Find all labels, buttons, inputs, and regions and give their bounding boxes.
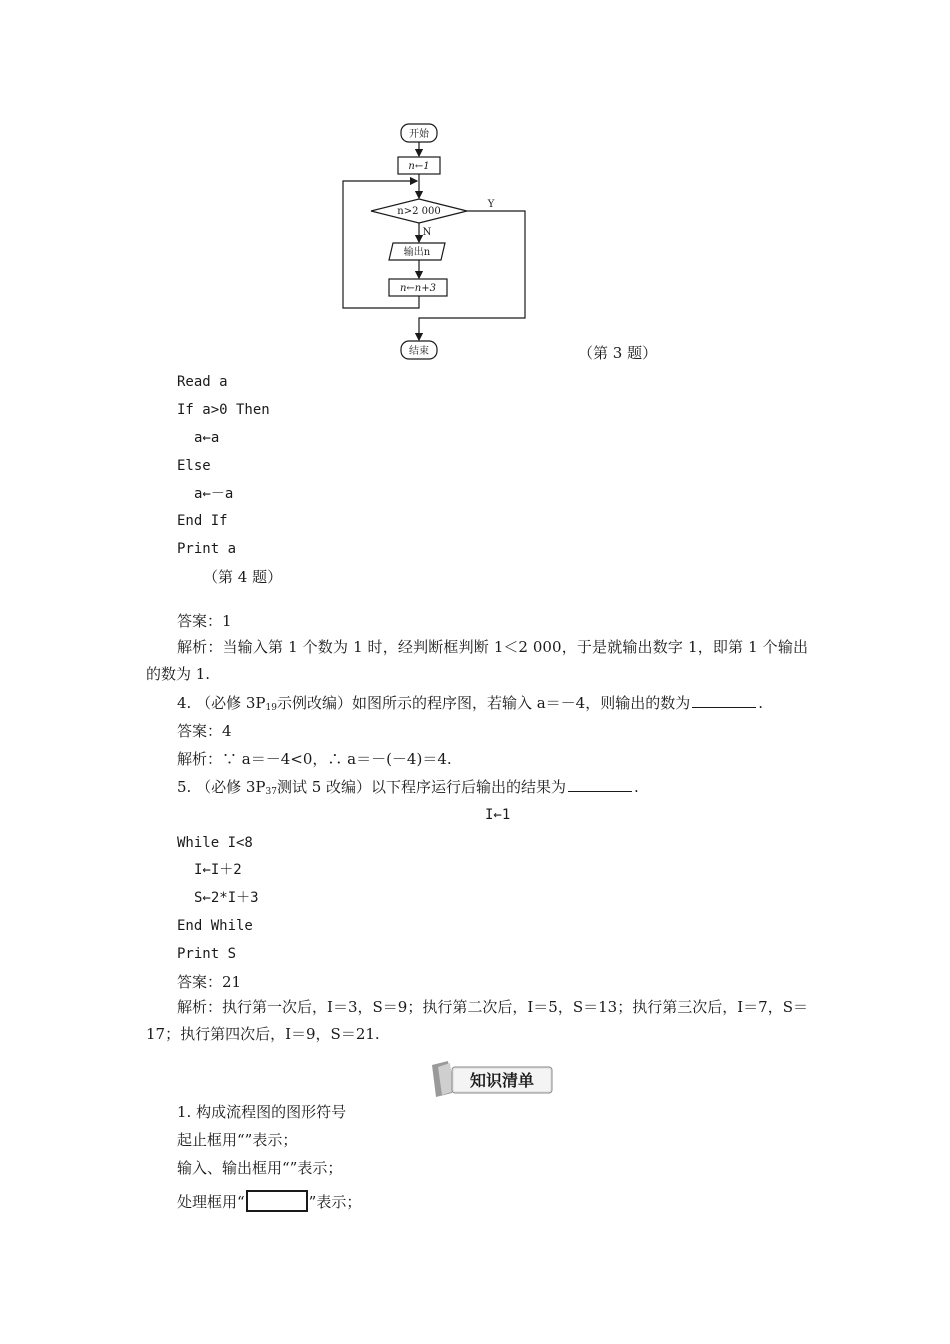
code4-line: a←a xyxy=(194,430,220,446)
q5-suffix: 测试 5 改编）以下程序运行后输出的结果为 xyxy=(276,778,567,796)
figure4-caption: （第 4 题） xyxy=(203,568,283,586)
flowchart-figure xyxy=(335,118,535,363)
code4-line: a←－a xyxy=(194,486,234,502)
q5-analysis: 解析：执行第一次后，I＝3，S＝9；执行第二次后，I＝5，S＝13；执行第三次后，I＝7，S＝17；执行第四次后，I＝9，S＝21. xyxy=(146,998,808,1043)
section-banner xyxy=(430,1061,554,1097)
yes-label: Y xyxy=(487,199,495,210)
end-label: 结束 xyxy=(409,346,429,357)
knowledge-item-process xyxy=(177,1190,361,1212)
q4-answer: 答案：4 xyxy=(177,722,232,740)
code5-line: S←2*I＋3 xyxy=(194,890,259,906)
q5-page-sub: 37 xyxy=(265,787,277,797)
q4-suffix: 示例改编）如图所示的程序图，若输入 a＝－4，则输出的数为 xyxy=(276,694,691,712)
q3-analysis: 解析：当输入第 1 个数为 1 时，经判断框判断 1＜2 000，于是就输出数字 1，即第 1 个输出的数为 1. xyxy=(146,638,808,683)
q4-end: . xyxy=(758,694,763,712)
q3-answer: 答案：1 xyxy=(177,612,232,630)
knowledge-item-io: 输入、输出框用“”表示； xyxy=(177,1159,343,1177)
update-label: n←n+3 xyxy=(399,283,437,294)
figure3-caption: （第 3 题） xyxy=(578,344,658,362)
code4-line: Print a xyxy=(177,541,237,557)
q5-question xyxy=(177,777,639,802)
start-label: 开始 xyxy=(409,129,429,140)
init-label: n←1 xyxy=(408,161,430,172)
condition-label: n>2 000 xyxy=(397,206,441,217)
code4-line: Else xyxy=(177,458,211,474)
code4-line: End If xyxy=(177,513,228,529)
q4-question xyxy=(177,693,763,718)
q4-prefix: 4. （必修 3P xyxy=(177,694,266,712)
item3-post: ”表示； xyxy=(308,1193,362,1211)
item3-pre: 处理框用“ xyxy=(177,1193,245,1211)
output-label: 输出n xyxy=(403,247,431,258)
code4-line: Read a xyxy=(177,374,228,390)
q5-answer: 答案：21 xyxy=(177,973,242,991)
q5-prefix: 5. （必修 3P xyxy=(177,778,266,796)
knowledge-item-terminal: 起止框用“”表示； xyxy=(177,1131,298,1149)
code5-line: I←1 xyxy=(485,807,511,823)
q5-end: . xyxy=(634,778,639,796)
code5-line: While I<8 xyxy=(177,835,253,851)
process-box-symbol xyxy=(246,1190,308,1212)
code5-line: End While xyxy=(177,918,253,934)
answer-blank xyxy=(568,779,632,792)
knowledge-heading: 1. 构成流程图的图形符号 xyxy=(177,1103,347,1121)
code5-line: I←I＋2 xyxy=(194,862,242,878)
answer-blank xyxy=(692,695,756,708)
no-label: N xyxy=(422,227,432,238)
q4-page-sub: 19 xyxy=(265,703,277,713)
banner-title: 知识清单 xyxy=(469,1071,535,1090)
code5-line: Print S xyxy=(177,946,237,962)
q4-analysis: 解析：∵ a＝－4<0，∴ a＝－(－4)＝4. xyxy=(177,750,452,768)
code4-line: If a>0 Then xyxy=(177,402,270,418)
